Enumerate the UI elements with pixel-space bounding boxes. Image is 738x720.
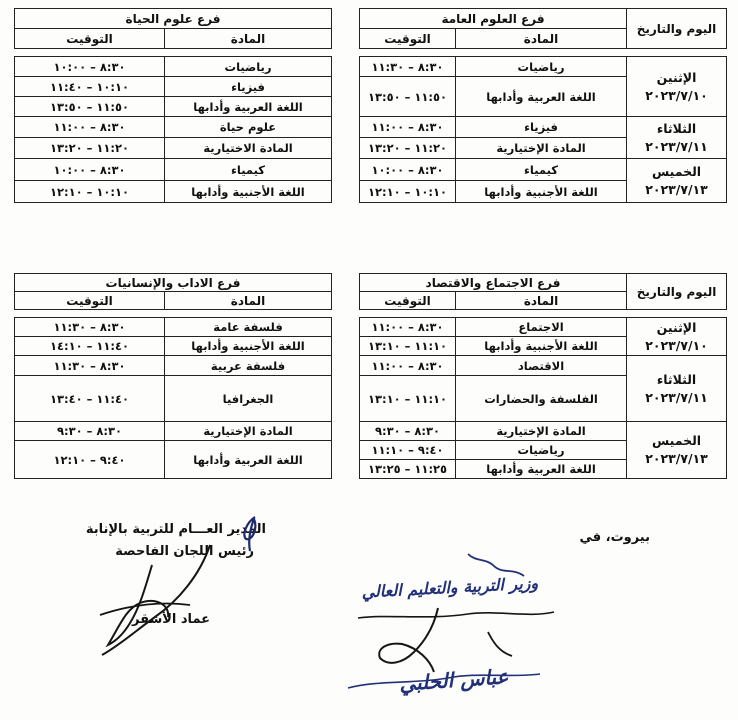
subject-cell: كيمياء — [165, 159, 332, 181]
sociology-economics-branch-header: فرع الاجتماع والاقتصاد — [360, 274, 627, 292]
time-cell: ٨:٣٠ – ٩:٣٠ — [360, 422, 456, 441]
subject-cell: اللغة الأجنبية وأدابها — [165, 337, 332, 356]
day-date-header: اليوم والتاريخ — [627, 274, 727, 310]
director-name: عماد الأشقر — [132, 612, 211, 627]
day-cell: الخميس ٢٠٢٣/٧/١٣ — [627, 159, 727, 203]
director-title: المدير العـــام للتربية بالإنابة — [85, 522, 266, 537]
time-header: التوقيت — [360, 292, 456, 310]
time-cell: ١١:١٠ – ١٣:١٠ — [360, 376, 456, 422]
subject-header: المادة — [165, 292, 332, 310]
time-cell: ٨:٣٠ – ١١:٠٠ — [360, 356, 456, 376]
subject-cell: اللغة العربية وأدابها — [456, 77, 627, 117]
time-cell: ٨:٣٠ – ١٠:٠٠ — [15, 57, 165, 77]
subject-cell: المادة الاختيارية — [165, 138, 332, 159]
time-cell: ٨:٣٠ – ١١:٣٠ — [15, 318, 165, 337]
time-cell: ٩:٤٠ – ١١:١٠ — [360, 441, 456, 460]
time-cell: ١١:٢٠ – ١٣:٢٠ — [15, 138, 165, 159]
director-role: رئيس اللجان الفاحصة — [115, 544, 254, 559]
subject-cell: المادة الإختيارية — [165, 422, 332, 441]
time-cell: ١١:١٠ – ١٣:١٠ — [360, 337, 456, 356]
time-cell: ١١:٥٠ – ١٣:٥٠ — [15, 97, 165, 117]
place-date-line: بيروت، في — [579, 530, 650, 545]
general-science-branch-header: فرع العلوم العامة — [360, 9, 627, 29]
table-gap — [332, 274, 360, 479]
table-gap — [332, 9, 360, 203]
time-cell: ٨:٣٠ – ١٠:٠٠ — [360, 159, 456, 181]
time-cell: ٨:٣٠ – ١٠:٠٠ — [15, 159, 165, 181]
subject-cell: رياضيات — [165, 57, 332, 77]
minister-title: وزير التربية والتعليم العالي — [361, 573, 539, 602]
subject-cell: رياضيات — [456, 57, 627, 77]
subject-header: المادة — [456, 292, 627, 310]
top-schedule-table — [14, 8, 727, 203]
subject-cell: اللغة الأجنبية وأدابها — [165, 181, 332, 203]
subject-header: المادة — [456, 29, 627, 49]
day-cell: الإثنين ٢٠٢٣/٧/١٠ — [627, 57, 727, 117]
subject-cell: اللغة الأجنبية وأدابها — [456, 337, 627, 356]
time-header: التوقيت — [15, 292, 165, 310]
time-cell: ١٠:١٠ – ١٢:١٠ — [360, 181, 456, 203]
subject-cell: الاجتماع — [456, 318, 627, 337]
day-cell: الإثنين ٢٠٢٣/٧/١٠ — [627, 318, 727, 356]
subject-cell: اللغة العربية وأدابها — [456, 460, 627, 479]
day-cell: الثلاثاء ٢٠٢٣/٧/١١ — [627, 117, 727, 159]
subject-cell: المادة الإختيارية — [456, 422, 627, 441]
subject-cell: اللغة العربية وأدابها — [165, 441, 332, 479]
day-date-header: اليوم والتاريخ — [627, 9, 727, 49]
life-science-branch-header: فرع علوم الحياة — [15, 9, 332, 29]
subject-cell: الجغرافيا — [165, 376, 332, 422]
subject-cell: الفلسفة والحضارات — [456, 376, 627, 422]
time-header: التوقيت — [15, 29, 165, 49]
time-cell: ١١:٢٠ – ١٣:٢٠ — [360, 138, 456, 159]
subject-cell: فيزياء — [456, 117, 627, 138]
subject-cell: اللغة الأجنبية وأدابها — [456, 181, 627, 203]
time-cell: ٨:٣٠ – ١١:٣٠ — [15, 356, 165, 376]
time-cell: ١١:٤٠ – ١٣:٤٠ — [15, 376, 165, 422]
subject-cell: الاقتصاد — [456, 356, 627, 376]
literature-humanities-branch-header: فرع الاداب والإنسانيات — [15, 274, 332, 292]
time-cell: ١١:٢٥ – ١٣:٢٥ — [360, 460, 456, 479]
time-cell: ٨:٣٠ – ٩:٣٠ — [15, 422, 165, 441]
time-cell: ١١:٤٠ – ١٤:١٠ — [15, 337, 165, 356]
time-cell: ٩:٤٠ – ١٢:١٠ — [15, 441, 165, 479]
minister-name: عباس الحلبي — [398, 664, 510, 696]
subject-cell: رياضيات — [456, 441, 627, 460]
time-cell: ١١:٥٠ – ١٣:٥٠ — [360, 77, 456, 117]
subject-header: المادة — [165, 29, 332, 49]
subject-cell: فلسفة عامة — [165, 318, 332, 337]
day-cell: الثلاثاء ٢٠٢٣/٧/١١ — [627, 356, 727, 422]
bottom-schedule-table — [14, 273, 727, 479]
subject-cell: اللغة العربية وأدابها — [165, 97, 332, 117]
time-cell: ١٠:١٠ – ١١:٤٠ — [15, 77, 165, 97]
subject-cell: فيزياء — [165, 77, 332, 97]
time-header: التوقيت — [360, 29, 456, 49]
time-cell: ١٠:١٠ – ١٢:١٠ — [15, 181, 165, 203]
minister-signature — [318, 548, 568, 713]
time-cell: ٨:٣٠ – ١١:٠٠ — [15, 117, 165, 138]
day-cell: الخميس ٢٠٢٣/٧/١٣ — [627, 422, 727, 479]
time-cell: ٨:٣٠ – ١١:٠٠ — [360, 117, 456, 138]
time-cell: ٨:٣٠ – ١١:٠٠ — [360, 318, 456, 337]
subject-cell: كيمياء — [456, 159, 627, 181]
subject-cell: علوم حياة — [165, 117, 332, 138]
director-signature — [60, 505, 270, 675]
subject-cell: المادة الإختيارية — [456, 138, 627, 159]
subject-cell: فلسفة عربية — [165, 356, 332, 376]
time-cell: ٨:٣٠ – ١١:٣٠ — [360, 57, 456, 77]
